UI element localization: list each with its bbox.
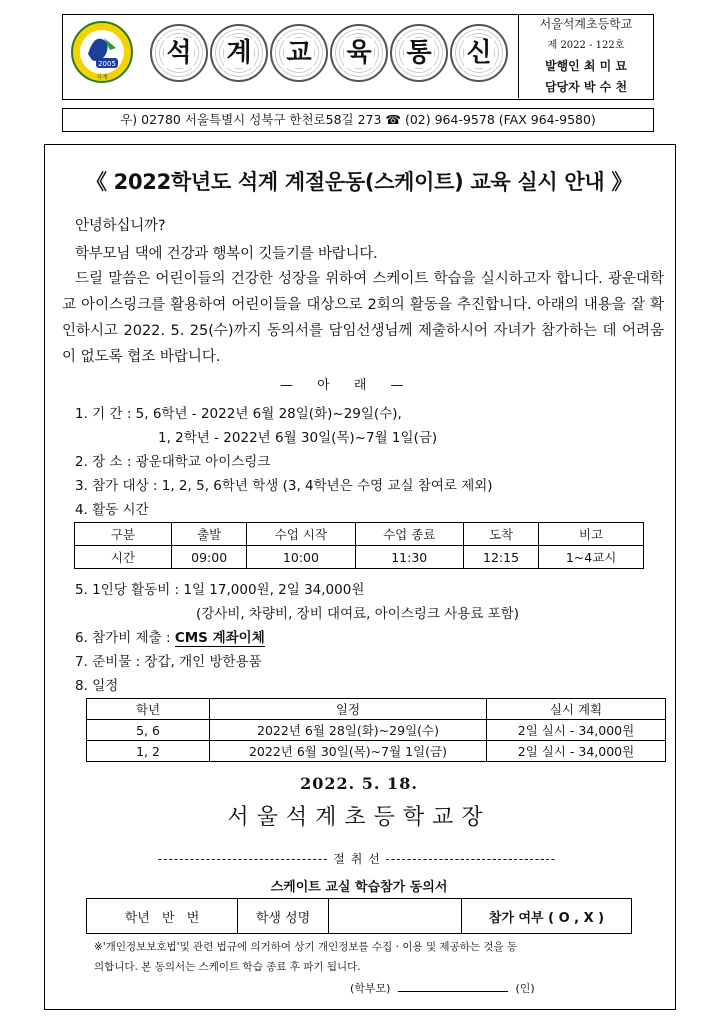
grade-class-label: 학년 반 번: [87, 899, 238, 934]
title-char: 계: [210, 24, 268, 82]
sign-suffix: (인): [515, 982, 535, 995]
time-table: [74, 522, 644, 569]
payment-method: CMS 계좌이체: [174, 630, 265, 646]
privacy-note-1: ※'개인정보보호법'및 관련 법규에 의거하여 상기 개인정보를 수집 · 이용 및 제공하는 것을 동: [94, 941, 518, 953]
table-row: [75, 523, 644, 546]
school-name: 서울석계초등학교: [539, 17, 633, 31]
logo-caption: 석계: [96, 74, 108, 81]
title-char: 신: [450, 24, 508, 82]
table-header: 출발: [172, 523, 247, 546]
payment-label: 6. 참가비 제출 :: [75, 630, 175, 646]
table-cell: 1, 2: [87, 741, 210, 762]
table-header: 구분: [75, 523, 172, 546]
cut-line: -------------------------------- 절 취 선 --------------------------------: [157, 852, 557, 866]
participation-field[interactable]: 참가 여부 ( O , X ): [462, 899, 632, 934]
item-target: 3. 참가 대상 : 1, 2, 5, 6학년 학생 (3, 4학년은 수영 교실 참여로 제외): [75, 478, 493, 494]
greeting: 안녕하십니까?: [75, 218, 166, 234]
newsletter-title: [150, 18, 508, 92]
table-cell: 5, 6: [87, 720, 210, 741]
item-period-2: 1, 2학년 - 2022년 6월 30일(목)~7월 1일(금): [158, 430, 438, 446]
issue-date: 2022. 5. 18.: [300, 774, 418, 793]
item-period-1: 1. 기 간 : 5, 6학년 - 2022년 6월 28일(화)~29일(수),: [75, 406, 402, 422]
schedule-table: [86, 698, 666, 762]
publisher: 발행인 최 미 묘: [544, 59, 628, 73]
table-cell: 2022년 6월 30일(목)~7월 1일(금): [210, 741, 487, 762]
table-row: [87, 899, 632, 934]
student-name-field[interactable]: [329, 899, 462, 934]
consent-form-title: 스케이트 교실 학습참가 동의서: [270, 880, 448, 895]
privacy-note-2: 의합니다. 본 동의서는 스케이트 학습 종료 후 파기 됩니다.: [94, 961, 361, 973]
table-row: [87, 699, 666, 720]
wish-line: 학부모님 댁에 건강과 행복이 깃들기를 바랍니다.: [75, 246, 378, 262]
table-cell: 시간: [75, 546, 172, 569]
item-fee-detail: (강사비, 차량비, 장비 대여료, 아이스링크 사용료 포함): [196, 606, 520, 622]
parent-sign: [350, 980, 535, 996]
table-cell: 2022년 6월 28일(화)~29일(수): [210, 720, 487, 741]
table-cell: 1~4교시: [539, 546, 644, 569]
consent-form-table: [86, 898, 632, 934]
title-char: 교: [270, 24, 328, 82]
student-name-label: 학생 성명: [238, 899, 329, 934]
officer: 담당자 박 수 천: [544, 80, 628, 94]
table-header: 일정: [210, 699, 487, 720]
item-payment: [75, 626, 265, 646]
item-place: 2. 장 소 : 광운대학교 아이스링크: [75, 454, 271, 470]
table-header: 수업 시작: [247, 523, 355, 546]
table-cell: 11:30: [355, 546, 463, 569]
table-header: 수업 종료: [355, 523, 463, 546]
table-header: 도착: [463, 523, 538, 546]
notice-title: 《 2022학년도 석계 계절운동(스케이트) 교육 실시 안내 》: [85, 170, 633, 194]
school-logo: [70, 20, 134, 84]
below-heading: — 아 래 —: [280, 378, 404, 393]
notice-body: 드릴 말씀은 어린이들의 건강한 성장을 위하여 스케이트 학습을 실시하고자 합니다. 광운대학교 아이스링크를 활용하여 어린이들을 대상으로 2회의 활동을 추진합니다. 아래의 내용을 잘 확인하시고 2022. 5. 25(수)까지 동의서를 담임선생님께 제출하시어 자녀가 참가하는 데 어려움이 없도록 협조 바랍니다.: [62, 271, 664, 365]
table-row: [75, 546, 644, 569]
logo-year: 2005: [98, 60, 116, 68]
table-row: [87, 741, 666, 762]
sign-label: (학부모): [350, 982, 391, 995]
table-cell: 10:00: [247, 546, 355, 569]
table-cell: 12:15: [463, 546, 538, 569]
item-supplies: 7. 준비물 : 장갑, 개인 방한용품: [75, 654, 262, 670]
item-schedule-title: 8. 일정: [75, 678, 119, 694]
issue-info: [518, 14, 653, 98]
title-char: 육: [330, 24, 388, 82]
title-char: 통: [390, 24, 448, 82]
table-cell: 09:00: [172, 546, 247, 569]
table-row: [87, 720, 666, 741]
signature-line[interactable]: [398, 991, 508, 992]
table-header: 비고: [539, 523, 644, 546]
table-header: 학년: [87, 699, 210, 720]
table-cell: 2일 실시 - 34,000원: [487, 720, 666, 741]
principal-signature: 서울석계초등학교장: [227, 805, 491, 830]
school-logo-icon: [70, 20, 134, 84]
table-cell: 2일 실시 - 34,000원: [487, 741, 666, 762]
item-time-title: 4. 활동 시간: [75, 502, 149, 518]
title-char: 석: [150, 24, 208, 82]
table-header: 실시 계획: [487, 699, 666, 720]
issue-number: 제 2022 - 122호: [547, 40, 625, 51]
item-fee: 5. 1인당 활동비 : 1일 17,000원, 2일 34,000원: [75, 582, 365, 598]
address-bar: 우) 02780 서울특별시 성북구 한천로58길 273 ☎ (02) 964-9578 (FAX 964-9580): [62, 108, 654, 132]
